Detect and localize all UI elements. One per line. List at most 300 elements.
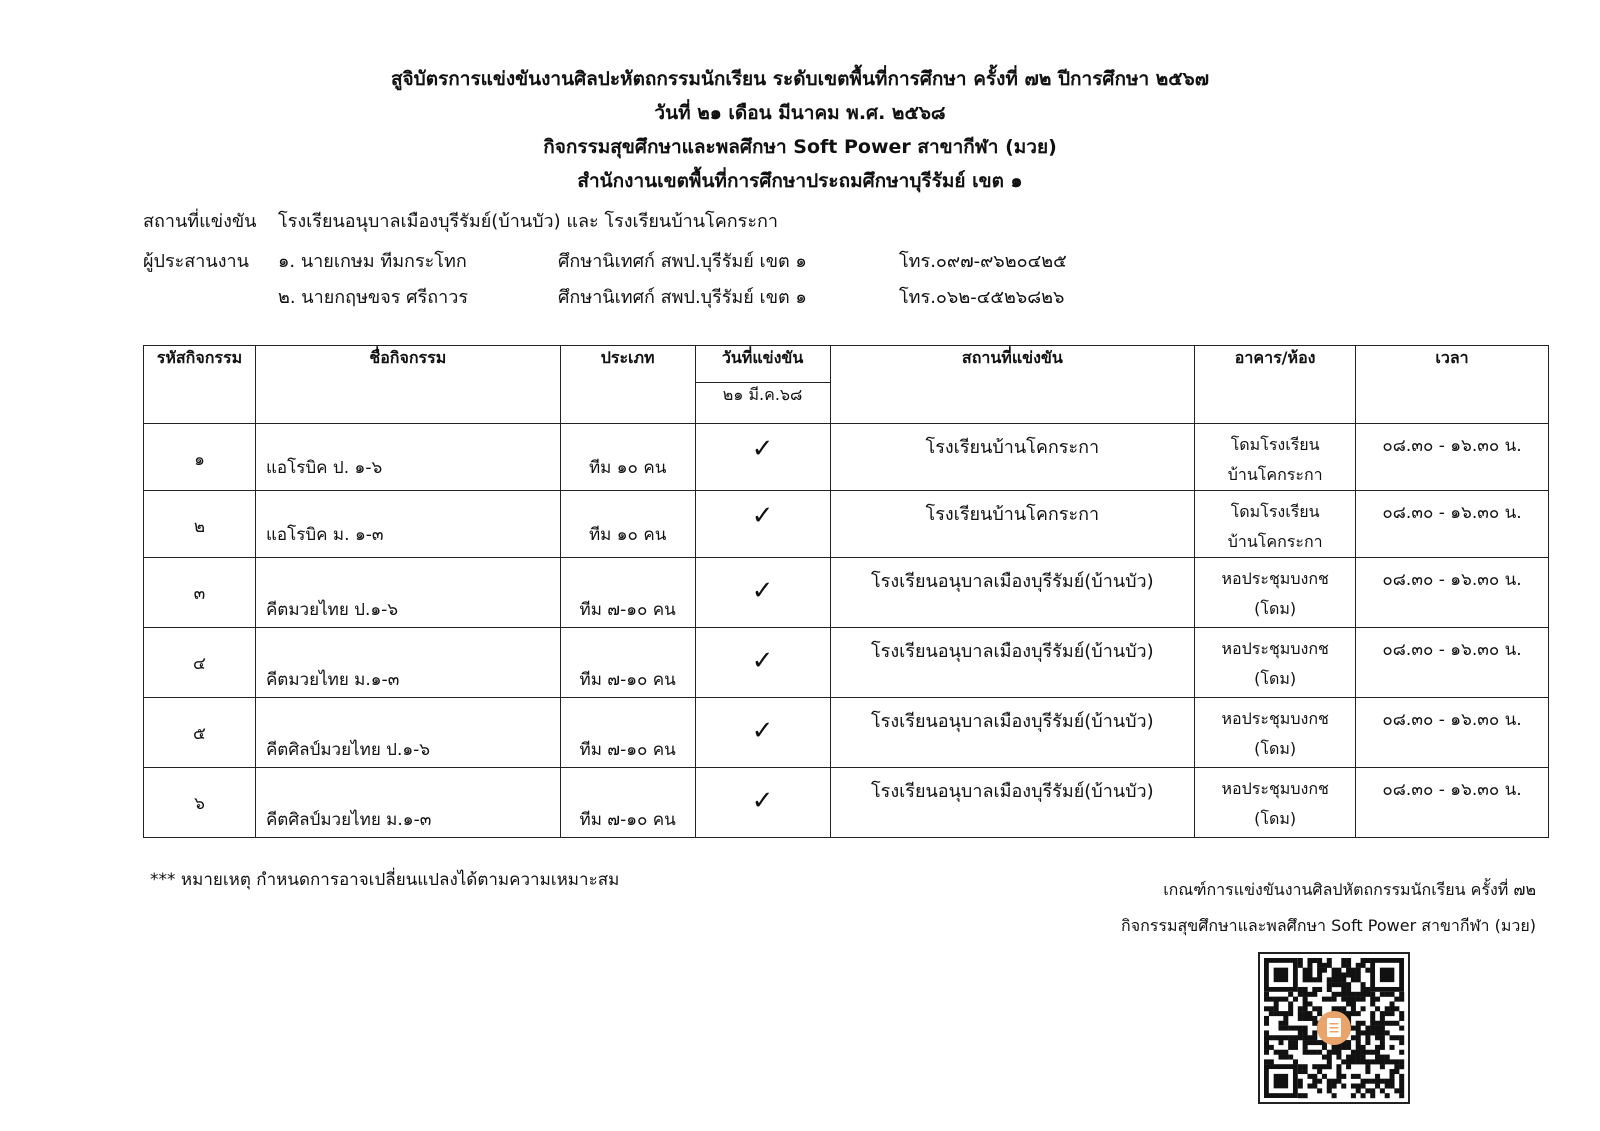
qr-module [1336, 1074, 1341, 1079]
qr-module [1390, 1074, 1395, 1079]
qr-module [1312, 977, 1317, 982]
qr-module [1370, 1050, 1375, 1055]
qr-module [1327, 997, 1332, 1002]
qr-module [1361, 987, 1366, 992]
qr-module [1370, 1026, 1375, 1031]
qr-module [1351, 1050, 1356, 1055]
qr-module [1346, 1045, 1351, 1050]
qr-module [1283, 1021, 1288, 1026]
qr-module [1278, 1055, 1283, 1060]
header-type: ประเภท [560, 346, 695, 424]
qr-module [1394, 997, 1399, 1002]
activity-code: ๖ [194, 794, 205, 814]
qr-module [1346, 972, 1351, 977]
qr-module [1390, 992, 1395, 997]
qr-module [1317, 987, 1322, 992]
qr-module [1380, 1079, 1385, 1084]
qr-module [1293, 1035, 1298, 1040]
qr-module [1307, 972, 1312, 977]
qr-module [1298, 1093, 1303, 1098]
qr-module [1390, 1035, 1395, 1040]
qr-module [1303, 992, 1308, 997]
qr-module [1274, 1006, 1279, 1011]
qr-module [1385, 1055, 1390, 1060]
qr-module [1264, 1035, 1269, 1040]
qr-module [1365, 1050, 1370, 1055]
qr-module [1336, 992, 1341, 997]
qr-module [1346, 968, 1351, 973]
qr-module [1361, 1021, 1366, 1026]
qr-module [1361, 997, 1366, 1002]
qr-module [1341, 1074, 1346, 1079]
qr-module [1322, 1055, 1327, 1060]
qr-module [1394, 1006, 1399, 1011]
qr-module [1327, 987, 1332, 992]
qr-module [1293, 1040, 1298, 1045]
qr-module [1365, 1035, 1370, 1040]
qr-module [1298, 1026, 1303, 1031]
qr-module [1303, 1016, 1308, 1021]
document-icon-line [1330, 1023, 1339, 1025]
qr-module [1356, 1088, 1361, 1093]
header-office: สำนักงานเขตพื้นที่การศึกษาประถมศึกษาบุรีรัมย์ เขต ๑ [577, 170, 1023, 192]
qr-module [1365, 1040, 1370, 1045]
qr-module [1356, 968, 1361, 973]
qr-module [1336, 1006, 1341, 1011]
activity-type: ทีม ๗-๑๐ คน [579, 740, 676, 760]
document-icon-line [1330, 1031, 1339, 1033]
qr-module [1303, 1035, 1308, 1040]
qr-module [1312, 1006, 1317, 1011]
activity-venue: โรงเรียนบ้านโคกระกา [925, 437, 1100, 458]
activity-type: ทีม ๑๐ คน [588, 458, 667, 478]
qr-module [1341, 1084, 1346, 1089]
qr-module [1322, 1045, 1327, 1050]
header-date: วันที่แข่งขัน [695, 346, 830, 383]
qr-module [1356, 963, 1361, 968]
qr-module [1390, 1006, 1395, 1011]
criteria-line: เกณฑ์การแข่งขันงานศิลปหัตถกรรมนักเรียน ครั้งที่ ๗๒ [1163, 880, 1536, 899]
qr-module [1269, 1006, 1274, 1011]
qr-module [1390, 1069, 1395, 1074]
qr-module [1399, 1079, 1404, 1084]
qr-module [1332, 1084, 1337, 1089]
qr-module [1336, 1055, 1341, 1060]
qr-module [1380, 1088, 1385, 1093]
header-room: อาคาร/ห้อง [1195, 346, 1356, 424]
qr-module [1278, 1021, 1283, 1026]
schedule-table [143, 345, 1549, 838]
qr-module [1307, 992, 1312, 997]
qr-module [1269, 997, 1274, 1002]
qr-module [1356, 1035, 1361, 1040]
qr-module [1264, 1045, 1269, 1050]
qr-module [1356, 972, 1361, 977]
activity-venue: โรงเรียนอนุบาลเมืองบุรีรัมย์(บ้านบัว) [871, 781, 1154, 802]
qr-code-pattern [1260, 954, 1408, 1102]
activity-time: ๐๘.๓๐ - ๑๖.๓๐ น. [1382, 570, 1522, 590]
qr-module [1346, 987, 1351, 992]
qr-module [1356, 1059, 1361, 1064]
qr-module [1317, 1079, 1322, 1084]
activity-time: ๐๘.๓๐ - ๑๖.๓๐ น. [1382, 436, 1522, 456]
qr-module [1288, 1040, 1293, 1045]
qr-module [1317, 958, 1322, 963]
qr-module [1399, 1088, 1404, 1093]
activity-venue: โรงเรียนอนุบาลเมืองบุรีรัมย์(บ้านบัว) [871, 571, 1154, 592]
qr-module [1307, 958, 1312, 963]
document-header [0, 62, 1600, 198]
qr-module [1336, 968, 1341, 973]
qr-module [1322, 1064, 1327, 1069]
qr-module [1293, 1059, 1298, 1064]
room-line: หอประชุมบงกช [1221, 639, 1329, 658]
qr-module [1303, 1006, 1308, 1011]
check-icon: ✓ [751, 434, 774, 464]
qr-module [1375, 1055, 1380, 1060]
qr-module [1346, 1040, 1351, 1045]
qr-module [1351, 992, 1356, 997]
qr-module [1351, 1084, 1356, 1089]
coordinator-phone: โทร.๐๖๒-๔๕๒๖๘๒๖ [899, 287, 1065, 308]
header-code: รหัสกิจกรรม [144, 346, 256, 424]
qr-module [1361, 1055, 1366, 1060]
qr-module [1346, 992, 1351, 997]
room-line: หอประชุมบงกช [1221, 779, 1329, 798]
qr-module [1327, 1055, 1332, 1060]
qr-module [1380, 1055, 1385, 1060]
qr-module [1375, 1006, 1380, 1011]
qr-module [1365, 987, 1370, 992]
qr-module [1293, 997, 1298, 1002]
qr-module [1336, 972, 1341, 977]
qr-module [1365, 1030, 1370, 1035]
criteria-line: กิจกรรมสุขศึกษาและพลศึกษา Soft Power สาขากีฬา (มวย) [1121, 916, 1536, 935]
activity-code: ๓ [193, 584, 206, 604]
table-row [144, 698, 1549, 768]
activity-type: ทีม ๗-๑๐ คน [579, 670, 676, 690]
header-activity-name: ชื่อกิจกรรม [255, 346, 560, 424]
qr-module [1365, 1064, 1370, 1069]
room-line: หอประชุมบงกช [1221, 569, 1329, 588]
qr-module [1361, 1079, 1366, 1084]
qr-module [1283, 1011, 1288, 1016]
qr-module [1356, 977, 1361, 982]
qr-module [1307, 1050, 1312, 1055]
qr-module [1399, 1064, 1404, 1069]
qr-module [1327, 1084, 1332, 1089]
room-line: หอประชุมบงกช [1221, 709, 1329, 728]
qr-module [1336, 1069, 1341, 1074]
qr-module [1361, 1006, 1366, 1011]
qr-module [1341, 982, 1346, 987]
qr-module [1380, 1035, 1385, 1040]
qr-module [1380, 1045, 1385, 1050]
qr-module [1264, 1016, 1269, 1021]
qr-module [1283, 1026, 1288, 1031]
header-venue: สถานที่แข่งขัน [830, 346, 1195, 424]
document-icon-line [1330, 1027, 1339, 1029]
qr-module [1283, 1050, 1288, 1055]
qr-module [1380, 1064, 1385, 1069]
qr-module [1385, 1006, 1390, 1011]
qr-module [1332, 1006, 1337, 1011]
qr-module [1312, 958, 1317, 963]
qr-module [1356, 1045, 1361, 1050]
header-date: วันที่ ๒๑ เดือน มีนาคม พ.ศ. ๒๕๖๘ [654, 102, 946, 124]
room-line: (โดม) [1254, 739, 1297, 758]
qr-module [1307, 968, 1312, 973]
room-line: บ้านโคกระกา [1227, 532, 1323, 551]
qr-module [1332, 968, 1337, 973]
qr-module [1307, 1016, 1312, 1021]
qr-module [1380, 1011, 1385, 1016]
qr-module [1298, 963, 1303, 968]
qr-module [1322, 968, 1327, 973]
activity-time: ๐๘.๓๐ - ๑๖.๓๐ น. [1382, 503, 1522, 523]
qr-module [1351, 1001, 1356, 1006]
qr-module [1298, 1084, 1303, 1089]
activity-name: คีตมวยไทย ป.๑-๖ [265, 600, 399, 620]
qr-module [1370, 1021, 1375, 1026]
qr-module [1332, 1079, 1337, 1084]
qr-module [1370, 997, 1375, 1002]
table-row [144, 628, 1549, 698]
activity-code: ๑ [194, 450, 205, 470]
coordinator-position: ศึกษานิเทศก์ สพป.บุรีรัมย์ เขต ๑ [558, 251, 807, 272]
qr-module [1365, 1059, 1370, 1064]
header-title: สูจิบัตรการแข่งขันงานศิลปะหัตถกรรมนักเรียน ระดับเขตพื้นที่การศึกษา ครั้งที่ ๗๒ ปีการศึกษา ๒๕๖๗ [390, 68, 1210, 90]
activity-venue: โรงเรียนอนุบาลเมืองบุรีรัมย์(บ้านบัว) [871, 641, 1154, 662]
qr-module [1361, 1050, 1366, 1055]
qr-module [1264, 997, 1269, 1002]
qr-module [1375, 1035, 1380, 1040]
qr-module [1303, 1011, 1308, 1016]
qr-module [1312, 987, 1317, 992]
qr-module [1361, 958, 1366, 963]
qr-module [1390, 1001, 1395, 1006]
qr-module [1399, 1093, 1404, 1098]
qr-module [1341, 992, 1346, 997]
room-line: บ้านโคกระกา [1227, 465, 1323, 484]
qr-module [1312, 1050, 1317, 1055]
qr-module [1317, 1050, 1322, 1055]
qr-module [1312, 1064, 1317, 1069]
activity-name: คีตมวยไทย ม.๑-๓ [265, 670, 400, 690]
qr-module [1264, 1006, 1269, 1011]
qr-module [1385, 1084, 1390, 1089]
qr-module [1341, 977, 1346, 982]
qr-module [1303, 1026, 1308, 1031]
qr-module [1307, 1035, 1312, 1040]
qr-module [1303, 1001, 1308, 1006]
qr-module [1361, 1084, 1366, 1089]
qr-module [1351, 1006, 1356, 1011]
coordinator-name: ๒. นายกฤษขจร ศรีถาวร [278, 287, 469, 308]
qr-module [1341, 987, 1346, 992]
coordinator-name: ๑. นายเกษม ทีมกระโทก [278, 251, 467, 272]
qr-module [1375, 1084, 1380, 1089]
qr-module [1370, 1030, 1375, 1035]
qr-module [1346, 1011, 1351, 1016]
check-icon: ✓ [751, 576, 774, 606]
qr-module [1351, 1093, 1356, 1098]
qr-module [1341, 997, 1346, 1002]
qr-module [1269, 1045, 1274, 1050]
activity-name: คีตศิลป์มวยไทย ป.๑-๖ [265, 740, 431, 760]
table-row [144, 424, 1549, 491]
qr-module [1264, 1059, 1269, 1064]
qr-module [1394, 1069, 1399, 1074]
qr-module [1298, 1035, 1303, 1040]
qr-module [1399, 1050, 1404, 1055]
qr-module [1380, 1016, 1385, 1021]
activity-type: ทีม ๗-๑๐ คน [579, 600, 676, 620]
qr-code[interactable] [1258, 952, 1410, 1104]
qr-module [1341, 1045, 1346, 1050]
qr-module [1385, 992, 1390, 997]
qr-module [1269, 1011, 1274, 1016]
qr-module [1356, 1074, 1361, 1079]
qr-module [1394, 1059, 1399, 1064]
qr-finder [1274, 968, 1288, 982]
qr-module [1327, 1079, 1332, 1084]
room-line: โดมโรงเรียน [1230, 435, 1320, 454]
qr-module [1278, 1050, 1283, 1055]
qr-module [1346, 1064, 1351, 1069]
qr-module [1303, 972, 1308, 977]
qr-module [1317, 1088, 1322, 1093]
qr-module [1365, 1088, 1370, 1093]
qr-module [1298, 1016, 1303, 1021]
qr-module [1341, 963, 1346, 968]
qr-module [1351, 1059, 1356, 1064]
qr-module [1332, 972, 1337, 977]
check-icon: ✓ [751, 786, 774, 816]
qr-module [1317, 972, 1322, 977]
qr-module [1303, 1045, 1308, 1050]
qr-module [1399, 992, 1404, 997]
qr-module [1312, 1040, 1317, 1045]
qr-module [1370, 1093, 1375, 1098]
qr-module [1341, 958, 1346, 963]
qr-module [1298, 992, 1303, 997]
qr-module [1375, 1045, 1380, 1050]
qr-module [1317, 968, 1322, 973]
qr-module [1390, 1084, 1395, 1089]
qr-module [1336, 977, 1341, 982]
qr-module [1385, 1059, 1390, 1064]
qr-module [1341, 972, 1346, 977]
qr-module [1390, 1011, 1395, 1016]
qr-module [1399, 1074, 1404, 1079]
qr-module [1288, 1055, 1293, 1060]
qr-module [1332, 997, 1337, 1002]
qr-module [1356, 1030, 1361, 1035]
qr-module [1317, 1069, 1322, 1074]
qr-module [1370, 1016, 1375, 1021]
qr-module [1303, 997, 1308, 1002]
qr-module [1394, 1021, 1399, 1026]
qr-module [1365, 1026, 1370, 1031]
check-icon: ✓ [751, 646, 774, 676]
qr-module [1370, 992, 1375, 997]
qr-module [1370, 1001, 1375, 1006]
qr-module [1385, 1030, 1390, 1035]
qr-module [1336, 1050, 1341, 1055]
qr-module [1332, 1093, 1337, 1098]
qr-module [1356, 997, 1361, 1002]
footnote: *** หมายเหตุ กำหนดการอาจเปลี่ยนแปลงได้ตามความเหมาะสม [150, 870, 620, 890]
qr-module [1317, 1064, 1322, 1069]
qr-module [1375, 1059, 1380, 1064]
qr-module [1327, 1050, 1332, 1055]
qr-module [1264, 1050, 1269, 1055]
qr-module [1298, 1064, 1303, 1069]
coordinator-position: ศึกษานิเทศก์ สพป.บุรีรัมย์ เขต ๑ [558, 287, 807, 308]
qr-module [1336, 1079, 1341, 1084]
activity-type: ทีม ๗-๑๐ คน [579, 810, 676, 830]
qr-module [1274, 1035, 1279, 1040]
qr-module [1356, 1084, 1361, 1089]
qr-module [1370, 1059, 1375, 1064]
qr-module [1327, 982, 1332, 987]
qr-module [1380, 1059, 1385, 1064]
qr-module [1390, 1059, 1395, 1064]
qr-module [1346, 982, 1351, 987]
qr-module [1288, 992, 1293, 997]
qr-module [1303, 987, 1308, 992]
qr-module [1312, 1084, 1317, 1089]
room-line: (โดม) [1254, 809, 1297, 828]
qr-module [1293, 1026, 1298, 1031]
qr-module [1361, 992, 1366, 997]
qr-module [1351, 1011, 1356, 1016]
qr-module [1375, 997, 1380, 1002]
qr-module [1361, 963, 1366, 968]
qr-module [1288, 1026, 1293, 1031]
qr-module [1303, 1030, 1308, 1035]
qr-module [1283, 1035, 1288, 1040]
qr-module [1303, 1050, 1308, 1055]
qr-module [1399, 1084, 1404, 1089]
qr-module [1361, 982, 1366, 987]
qr-module [1317, 977, 1322, 982]
activity-code: ๕ [193, 724, 206, 744]
qr-module [1399, 997, 1404, 1002]
qr-module [1341, 1006, 1346, 1011]
qr-finder [1274, 1074, 1288, 1088]
qr-module [1375, 1030, 1380, 1035]
qr-module [1274, 1001, 1279, 1006]
qr-module [1264, 1021, 1269, 1026]
qr-module [1303, 1093, 1308, 1098]
qr-module [1322, 997, 1327, 1002]
activity-name: คีตศิลป์มวยไทย ม.๑-๓ [265, 810, 432, 830]
qr-module [1283, 997, 1288, 1002]
qr-module [1332, 977, 1337, 982]
check-icon: ✓ [751, 716, 774, 746]
qr-module [1375, 1021, 1380, 1026]
qr-module [1351, 1055, 1356, 1060]
qr-module [1278, 1040, 1283, 1045]
qr-module [1327, 1088, 1332, 1093]
activity-name: แอโรบิค ป. ๑-๖ [265, 458, 383, 478]
qr-module [1356, 1040, 1361, 1045]
header-activity: กิจกรรมสุขศึกษาและพลศึกษา Soft Power สาขากีฬา (มวย) [543, 136, 1057, 158]
qr-module [1394, 1035, 1399, 1040]
qr-module [1399, 1035, 1404, 1040]
